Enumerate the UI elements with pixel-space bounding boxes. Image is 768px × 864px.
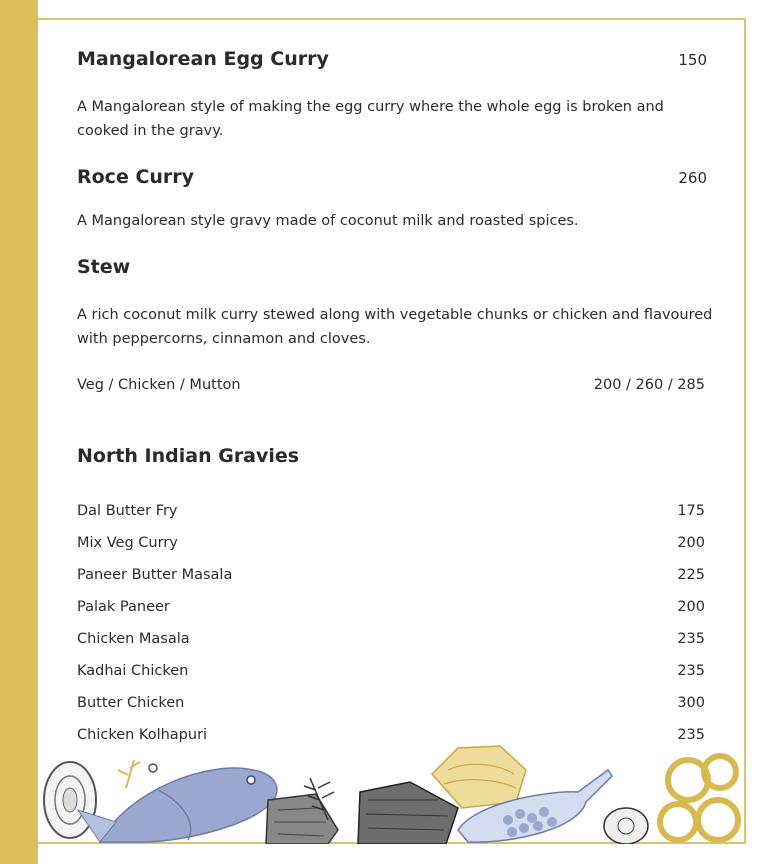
item-price: 300 <box>677 695 705 711</box>
dish-description: A Mangalorean style of making the egg curry where the whole egg is broken and cooked in the gravy. <box>77 99 664 139</box>
onion-rings-illustration <box>660 756 738 840</box>
dish-header <box>77 48 707 70</box>
item-name: Chicken Masala <box>77 631 190 647</box>
menu-item <box>77 599 707 615</box>
item-price: 200 <box>677 535 705 551</box>
steak-illustration <box>358 782 458 844</box>
item-price: 235 <box>677 631 705 647</box>
dish-description: A Mangalorean style gravy made of coconut milk and roasted spices. <box>77 213 579 229</box>
item-name: Paneer Butter Masala <box>77 567 233 583</box>
item-name: Mix Veg Curry <box>77 535 178 551</box>
herb-sprig-illustration <box>118 760 140 788</box>
item-price: 235 <box>677 727 705 743</box>
menu-item <box>77 631 707 647</box>
section-title: North Indian Gravies <box>77 445 300 467</box>
item-price: 200 <box>677 599 705 615</box>
dish-header <box>77 166 707 188</box>
menu-item <box>77 695 707 711</box>
item-name: Palak Paneer <box>77 599 170 615</box>
dish-name: Roce Curry <box>77 166 195 188</box>
gold-side-band <box>0 0 38 864</box>
item-price: 175 <box>677 503 705 519</box>
item-price: 235 <box>677 663 705 679</box>
dish-name: Mangalorean Egg Curry <box>77 48 329 70</box>
menu-item <box>77 663 707 679</box>
dish-variants-row <box>77 377 707 393</box>
dish-header <box>77 256 707 278</box>
dish-description: A rich coconut milk curry stewed along with vegetable chunks or chicken and flavoured with peppercorns, cinnamon and cloves. <box>77 307 713 347</box>
item-name: Chicken Kolhapuri <box>77 727 208 743</box>
fish-illustration <box>78 768 277 842</box>
item-name: Kadhai Chicken <box>77 663 189 679</box>
dish-price: 150 <box>678 51 707 69</box>
lemon-illustration <box>604 808 648 844</box>
item-name: Butter Chicken <box>77 695 185 711</box>
dish-variants: Veg / Chicken / Mutton <box>77 377 241 393</box>
food-illustration <box>38 730 746 844</box>
menu-item <box>77 535 707 551</box>
menu-item <box>77 503 707 519</box>
dish-price: 260 <box>678 169 707 187</box>
dish-name: Stew <box>77 256 131 278</box>
menu-item <box>77 567 707 583</box>
oyster-illustration <box>44 762 96 838</box>
item-name: Dal Butter Fry <box>77 503 178 519</box>
dish-variant-prices: 200 / 260 / 285 <box>593 377 705 393</box>
fish-fillet-illustration <box>432 746 526 808</box>
item-price: 225 <box>677 567 705 583</box>
